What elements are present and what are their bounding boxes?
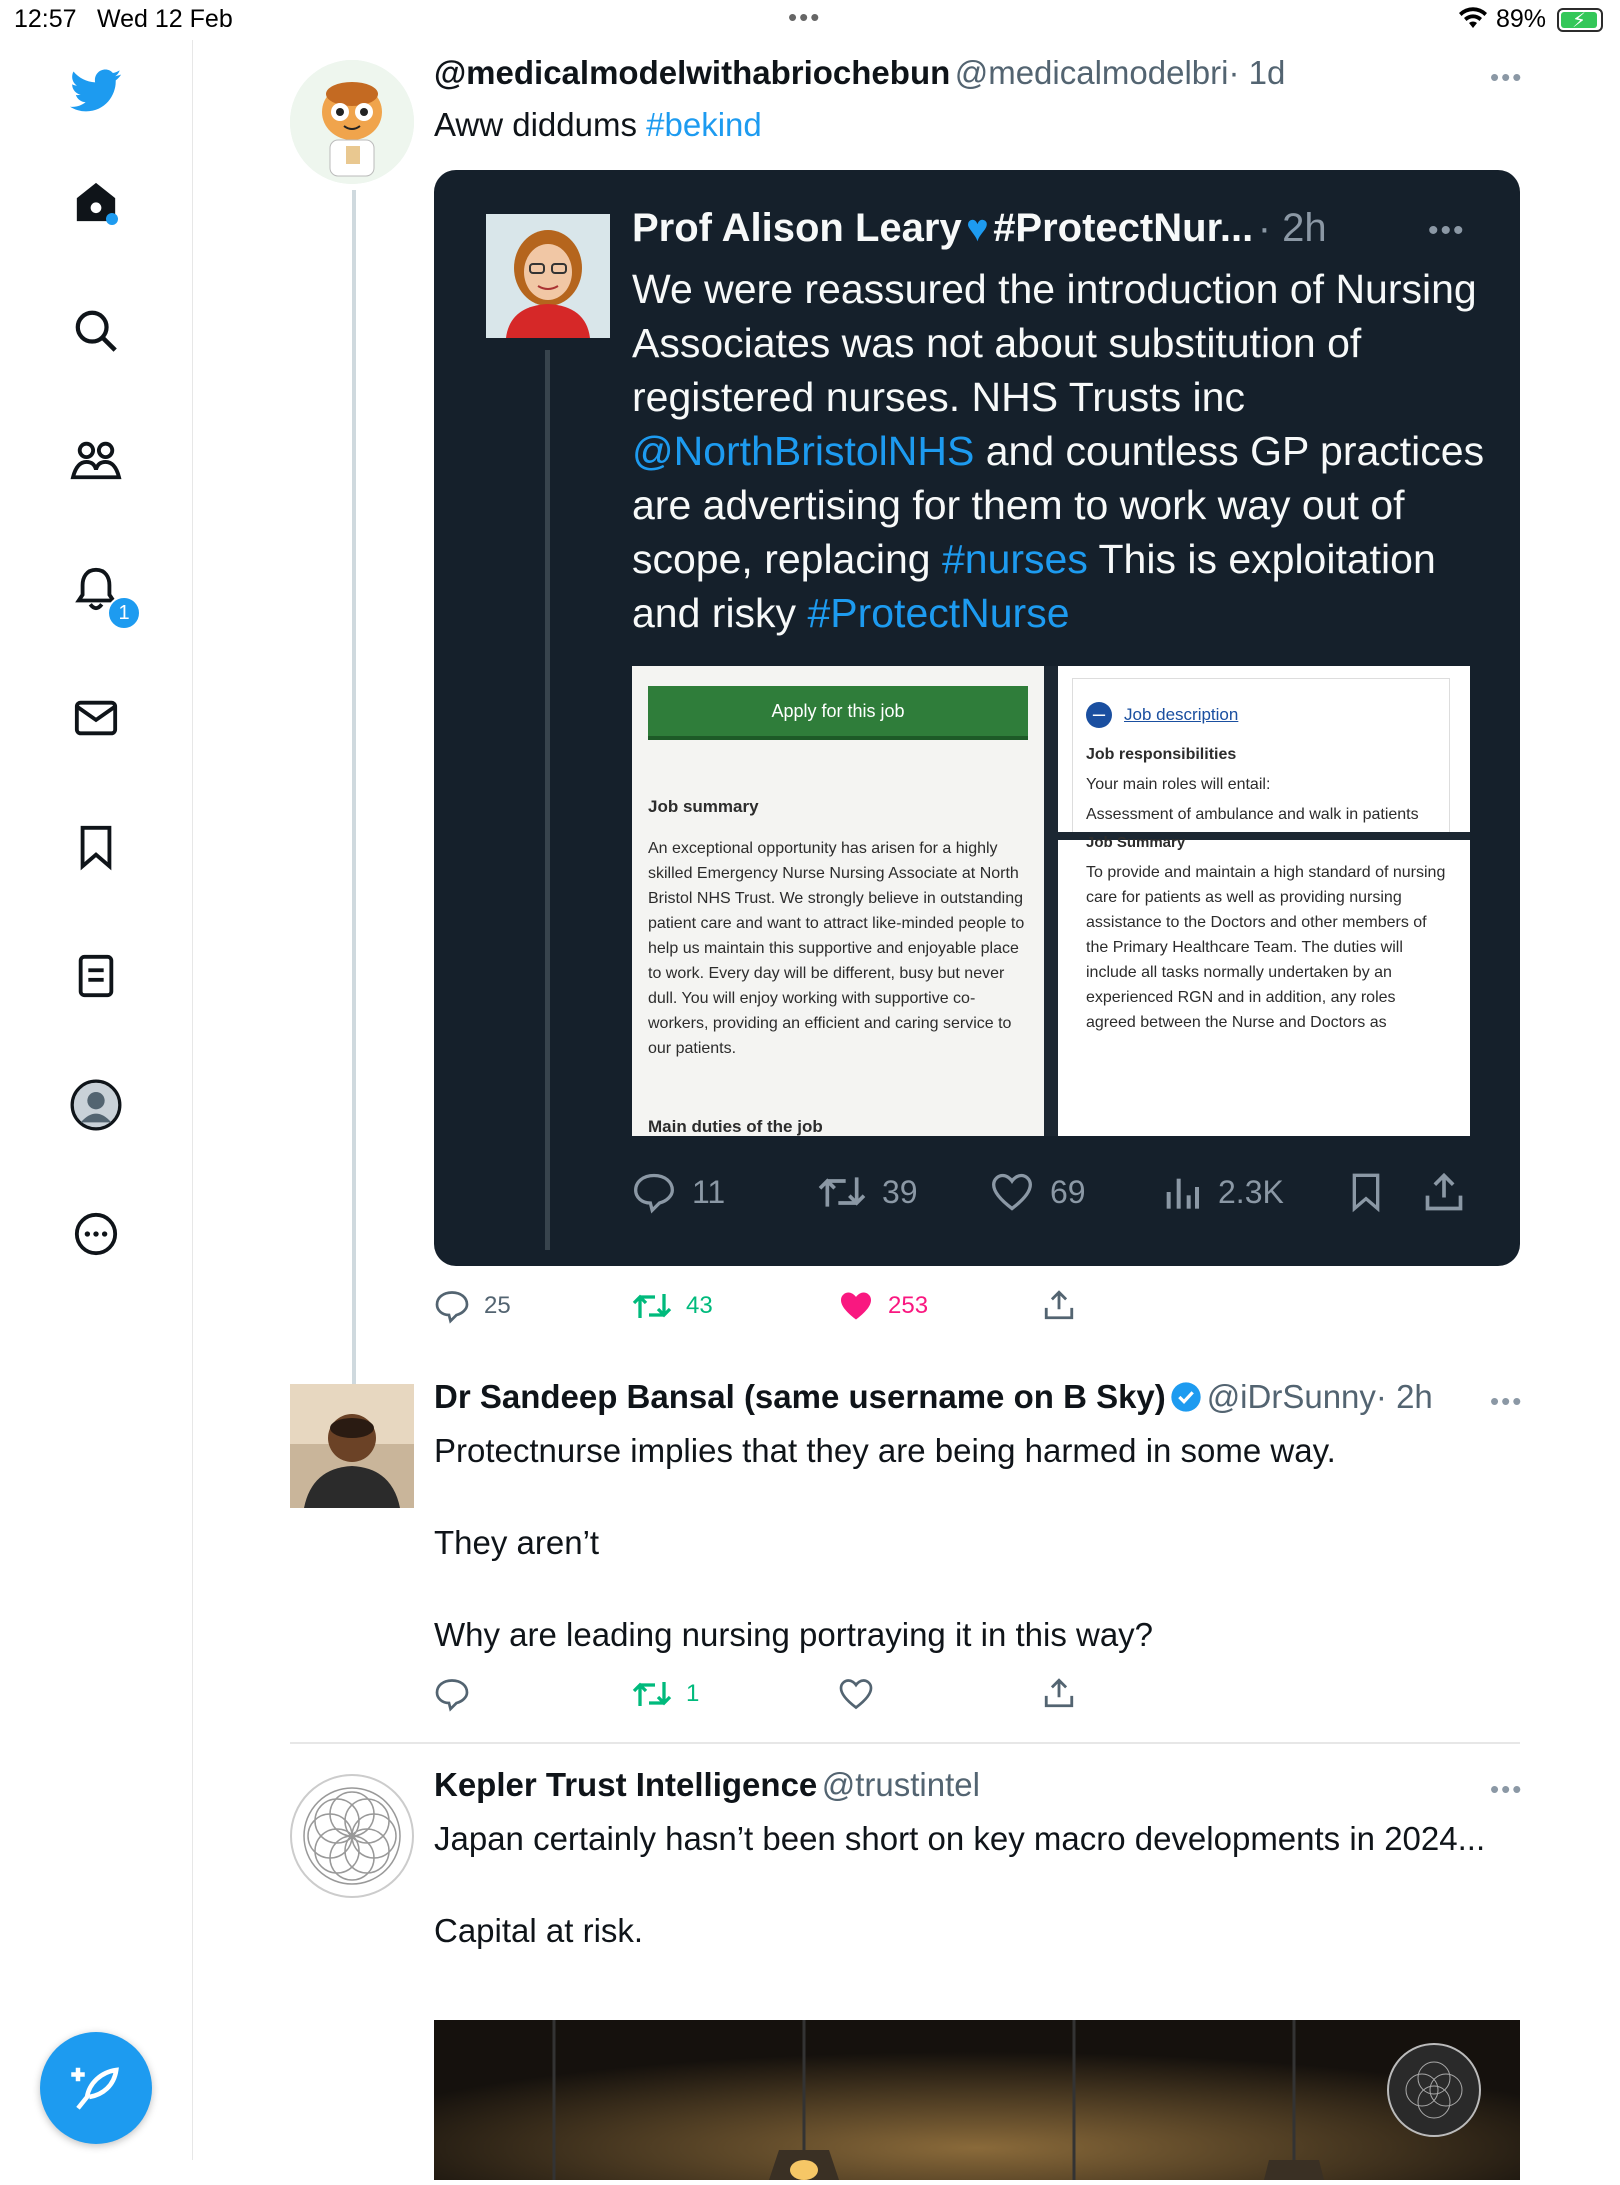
tweet1-text-plain: Aww diddums bbox=[434, 106, 647, 143]
avatar-drsunny[interactable] bbox=[290, 1384, 414, 1508]
tweet2-share-button[interactable] bbox=[1042, 1676, 1076, 1710]
tweet2-text: Protectnurse implies that they are being harmed in some way. They aren’t Why are leading nursing portraying it in this way? bbox=[434, 1432, 1336, 1653]
share-icon bbox=[1042, 1676, 1076, 1710]
tweet1-like-button[interactable] bbox=[838, 1288, 928, 1324]
tweet-divider bbox=[290, 1742, 1520, 1744]
reply-icon bbox=[434, 1288, 470, 1324]
tweet3-more-icon[interactable]: ••• bbox=[1490, 1774, 1524, 1804]
twitter-bird-icon[interactable] bbox=[70, 65, 122, 117]
compose-feather-icon bbox=[69, 2061, 123, 2115]
job-summary-heading: Job summary bbox=[648, 797, 759, 816]
quote-like-count: 69 bbox=[1050, 1173, 1086, 1210]
quote-time[interactable]: · 2h bbox=[1257, 206, 1327, 250]
tweet1-header bbox=[434, 54, 1285, 92]
quoted-tweet-card[interactable] bbox=[434, 170, 1520, 1266]
job-summary-body: An exceptional opportunity has arisen for a highly skilled Emergency Nurse Nursing Associate at North Bristol NHS Trust. We strongly believe in outstanding patient care and want to attract like-minded people to help us maintain this supportive and enjoyable place to work. Every day will be different, busy but never dull. You will enjoy working with supportive co-workers, providing an efficient and caring service to our patients. bbox=[648, 840, 1025, 1057]
tweet1-like-count: 253 bbox=[888, 1292, 929, 1319]
job-assessment-line: Assessment of ambulance and walk in patients bbox=[1086, 806, 1419, 823]
reply-icon bbox=[434, 1676, 470, 1712]
tweet3-header bbox=[434, 1766, 980, 1804]
tweet2-retweet-count: 1 bbox=[686, 1680, 700, 1707]
quote-share-icon bbox=[1422, 1170, 1466, 1214]
tweet3-text: Japan certainly hasn’t been short on key macro developments in 2024... Capital at risk. bbox=[434, 1820, 1486, 1949]
job-summary2-heading: Job Summary bbox=[1086, 834, 1186, 851]
quote-header bbox=[632, 206, 1327, 251]
status-date: Wed 12 Feb bbox=[97, 5, 233, 33]
quote-text-part2: and countless GP practices are advertising for them to work way out of scope, replacing bbox=[632, 428, 1485, 582]
tweet1-reply-count: 25 bbox=[484, 1292, 511, 1319]
kepler-logo-icon bbox=[292, 1776, 412, 1896]
tweet2-display-name[interactable]: Dr Sandeep Bansal (same username on B Sky) bbox=[434, 1378, 1166, 1415]
quote-reply-button[interactable] bbox=[632, 1170, 725, 1214]
home-unread-dot bbox=[106, 213, 118, 225]
tweet2-header bbox=[434, 1378, 1433, 1416]
status-bar bbox=[0, 0, 1620, 40]
hashtag-nurses-link[interactable]: #nurses bbox=[941, 536, 1088, 582]
job-roles-line: Your main roles will entail: bbox=[1086, 776, 1271, 793]
wifi-icon bbox=[1458, 8, 1488, 30]
like-heart-filled-icon bbox=[838, 1288, 874, 1324]
tweet1-text bbox=[434, 102, 762, 148]
avatar-medicalmodel[interactable] bbox=[290, 60, 414, 184]
tweet2-reply-button[interactable] bbox=[434, 1676, 470, 1712]
multitasking-dots-icon[interactable]: ••• bbox=[788, 2, 822, 32]
job-responsibilities-heading: Job responsibilities bbox=[1086, 746, 1237, 763]
tweet1-handle[interactable]: @medicalmodelbri bbox=[954, 54, 1229, 91]
quote-name-suffix[interactable]: #ProtectNur... bbox=[993, 206, 1254, 250]
tweet2-retweet-button[interactable] bbox=[632, 1676, 699, 1712]
quote-text-part1: We were reassured the introduction of Nursing Associates was not about substitution of registered nurses. NHS Trusts inc bbox=[632, 266, 1477, 420]
tweet3-display-name[interactable]: Kepler Trust Intelligence bbox=[434, 1766, 818, 1803]
tweet1-retweet-button[interactable] bbox=[632, 1288, 713, 1324]
quote-retweet-button[interactable] bbox=[818, 1170, 918, 1214]
search-icon[interactable] bbox=[70, 305, 122, 357]
quote-thread-line bbox=[545, 350, 550, 1250]
tweet2-more-icon[interactable]: ••• bbox=[1490, 1386, 1524, 1416]
quote-retweet-count: 39 bbox=[882, 1173, 918, 1210]
lists-icon[interactable] bbox=[70, 950, 122, 1002]
tweet1-display-name[interactable]: @medicalmodelwithabriochebun bbox=[434, 54, 951, 91]
job-description-link: Job description bbox=[1124, 705, 1239, 724]
messages-envelope-icon[interactable] bbox=[70, 692, 122, 744]
quote-text bbox=[632, 262, 1492, 640]
tweet1-more-icon[interactable]: ••• bbox=[1490, 62, 1524, 92]
quote-share-button[interactable] bbox=[1422, 1170, 1466, 1214]
tweet1-share-button[interactable] bbox=[1042, 1288, 1076, 1322]
status-time: 12:57 bbox=[14, 5, 77, 33]
share-icon bbox=[1042, 1288, 1076, 1322]
hashtag-bekind-link[interactable]: #bekind bbox=[646, 106, 762, 143]
more-circle-icon[interactable] bbox=[70, 1208, 122, 1260]
tweet2-handle[interactable]: @iDrSunny bbox=[1206, 1378, 1376, 1415]
profile-avatar-icon[interactable] bbox=[70, 1079, 122, 1131]
quote-text-part3: This is exploitation and risky bbox=[632, 536, 1436, 636]
tweet1-time[interactable]: · 1d bbox=[1228, 54, 1286, 91]
verified-badge-icon bbox=[1170, 1381, 1202, 1413]
apply-for-job-button: Apply for this job bbox=[648, 686, 1028, 740]
quote-retweet-icon bbox=[818, 1170, 866, 1214]
communities-icon[interactable] bbox=[70, 434, 122, 486]
compose-tweet-button[interactable] bbox=[40, 2032, 152, 2144]
image-separator bbox=[1044, 666, 1058, 1136]
battery-icon: ⚡ bbox=[1557, 8, 1603, 32]
retweet-icon bbox=[632, 1676, 672, 1712]
quote-more-icon[interactable]: ••• bbox=[1428, 214, 1466, 247]
job-image-right-panel bbox=[1058, 666, 1470, 1136]
quote-bookmark-icon bbox=[1346, 1170, 1386, 1214]
avatar-alison-leary[interactable] bbox=[486, 214, 610, 338]
job-summary2-body: To provide and maintain a high standard of nursing care for patients as well as providing nursing assistance to the Doctors and other members of the Primary Healthcare Team. The duties will include all tasks normally undertaken by an experienced RGN and in addition, any roles agreed between the Nurse and Doctors as bbox=[1086, 864, 1446, 1031]
tweet3-media-image[interactable] bbox=[434, 2020, 1520, 2180]
blue-heart-icon: ♥ bbox=[966, 208, 989, 250]
tweet1-retweet-count: 43 bbox=[686, 1292, 713, 1319]
retweet-icon bbox=[632, 1288, 672, 1324]
thread-connector-line bbox=[352, 190, 356, 1390]
tweet1-reply-button[interactable] bbox=[434, 1288, 511, 1324]
tweet3-handle[interactable]: @trustintel bbox=[821, 1766, 980, 1803]
quote-views-count: 2.3K bbox=[1218, 1173, 1284, 1210]
quote-reply-count: 11 bbox=[692, 1173, 726, 1210]
quote-views-bars-icon bbox=[1162, 1170, 1202, 1214]
avatar-trustintel[interactable] bbox=[290, 1774, 414, 1898]
quote-like-heart-icon bbox=[990, 1170, 1034, 1214]
main-duties-heading: Main duties of the job bbox=[648, 1117, 823, 1136]
quote-like-button[interactable] bbox=[990, 1170, 1086, 1214]
bookmark-icon[interactable] bbox=[70, 821, 122, 873]
mention-northbristolnhs-link[interactable]: @NorthBristolNHS bbox=[632, 428, 975, 474]
like-heart-icon bbox=[838, 1676, 874, 1712]
collapse-minus-icon: – bbox=[1086, 702, 1112, 728]
quote-reply-icon bbox=[632, 1170, 676, 1214]
sidebar bbox=[0, 40, 193, 2160]
hashtag-protectnurse-link[interactable]: #ProtectNurse bbox=[807, 590, 1070, 636]
quote-views-button[interactable] bbox=[1162, 1170, 1284, 1214]
job-advert-image[interactable] bbox=[632, 666, 1470, 1136]
job-image-left-panel bbox=[632, 666, 1044, 1136]
battery-percent: 89% bbox=[1496, 5, 1547, 33]
tweet2-time[interactable]: · 2h bbox=[1375, 1378, 1433, 1415]
quote-bookmark-button[interactable] bbox=[1346, 1170, 1386, 1214]
notification-badge: 1 bbox=[107, 596, 141, 630]
quote-display-name[interactable]: Prof Alison Leary bbox=[632, 206, 962, 250]
tweet2-like-button[interactable] bbox=[838, 1676, 874, 1712]
